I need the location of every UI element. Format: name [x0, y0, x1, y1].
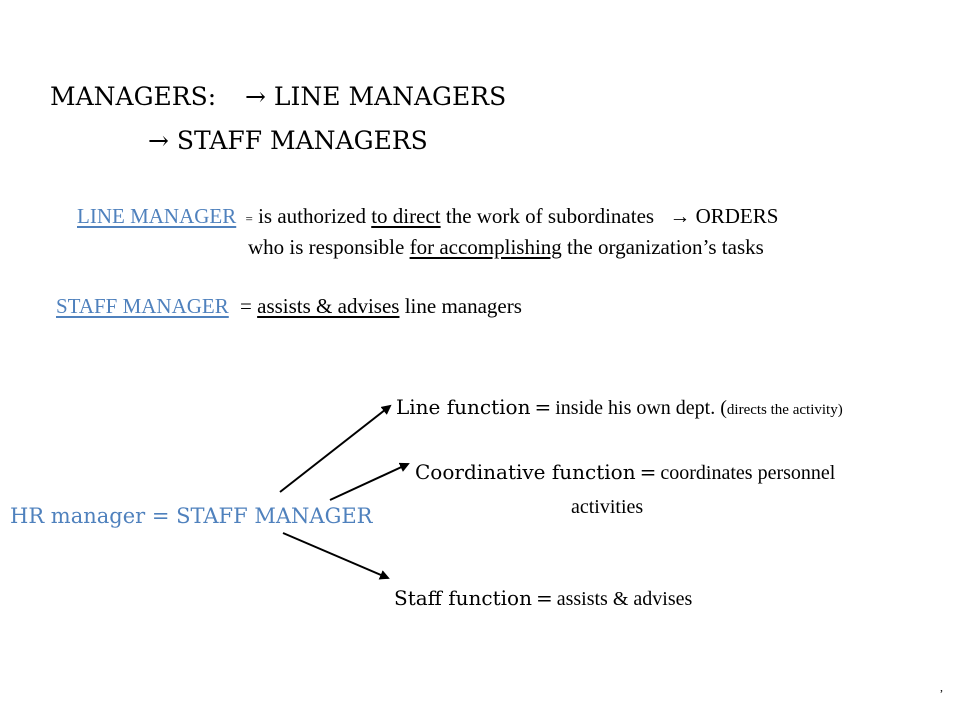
coordinative-function-name: Coordinative function [415, 460, 636, 484]
staff-function-name: Staff function [394, 586, 532, 610]
line-function-desc: inside his own dept. ( [555, 397, 727, 419]
arrow-to-coordinative-function [330, 464, 408, 500]
coordinative-function-desc2: activities [571, 496, 644, 518]
arrow-right-icon: → [148, 126, 169, 155]
arrow-to-staff-function [283, 533, 388, 578]
staff-manager-term[interactable]: STAFF MANAGER [56, 294, 229, 318]
orders-text: ORDERS [695, 204, 779, 228]
staff-function-eq: = [535, 586, 553, 610]
line-function-eq: = [534, 395, 552, 419]
staff-manager-rest: line managers [404, 294, 522, 318]
arrow-right-icon: → [669, 204, 691, 228]
assists-advises-text: assists & advises [257, 294, 400, 318]
footer-mark: , [940, 680, 943, 694]
line-manager-text1: is authorized [258, 204, 366, 228]
line-manager-text2-rest: the organization’s tasks [567, 235, 764, 259]
line-managers-label: LINE MANAGERS [273, 82, 507, 111]
line-manager-text2: who is responsible [248, 235, 405, 259]
line-function-small: directs the activity) [726, 402, 843, 418]
line-manager-term[interactable]: LINE MANAGER [77, 204, 237, 228]
coordinative-function-eq: = [639, 460, 657, 484]
for-accomplishing-text: for accomplishing [409, 235, 562, 259]
line-manager-eq: = [245, 211, 253, 226]
hr-manager-label: HR manager = STAFF MANAGER [10, 504, 373, 528]
arrow-right-icon: → [245, 82, 266, 111]
managers-label: MANAGERS: [50, 82, 217, 111]
line-manager-text1-rest: the work of subordinates [445, 204, 655, 228]
staff-manager-eq: = [240, 294, 252, 318]
line-function-name: Line function [396, 395, 531, 419]
staff-function-desc: assists & advises [556, 588, 693, 610]
to-direct-text: to direct [371, 204, 441, 228]
coordinative-function-desc: coordinates personnel [660, 462, 836, 484]
staff-managers-label: STAFF MANAGERS [176, 126, 428, 155]
